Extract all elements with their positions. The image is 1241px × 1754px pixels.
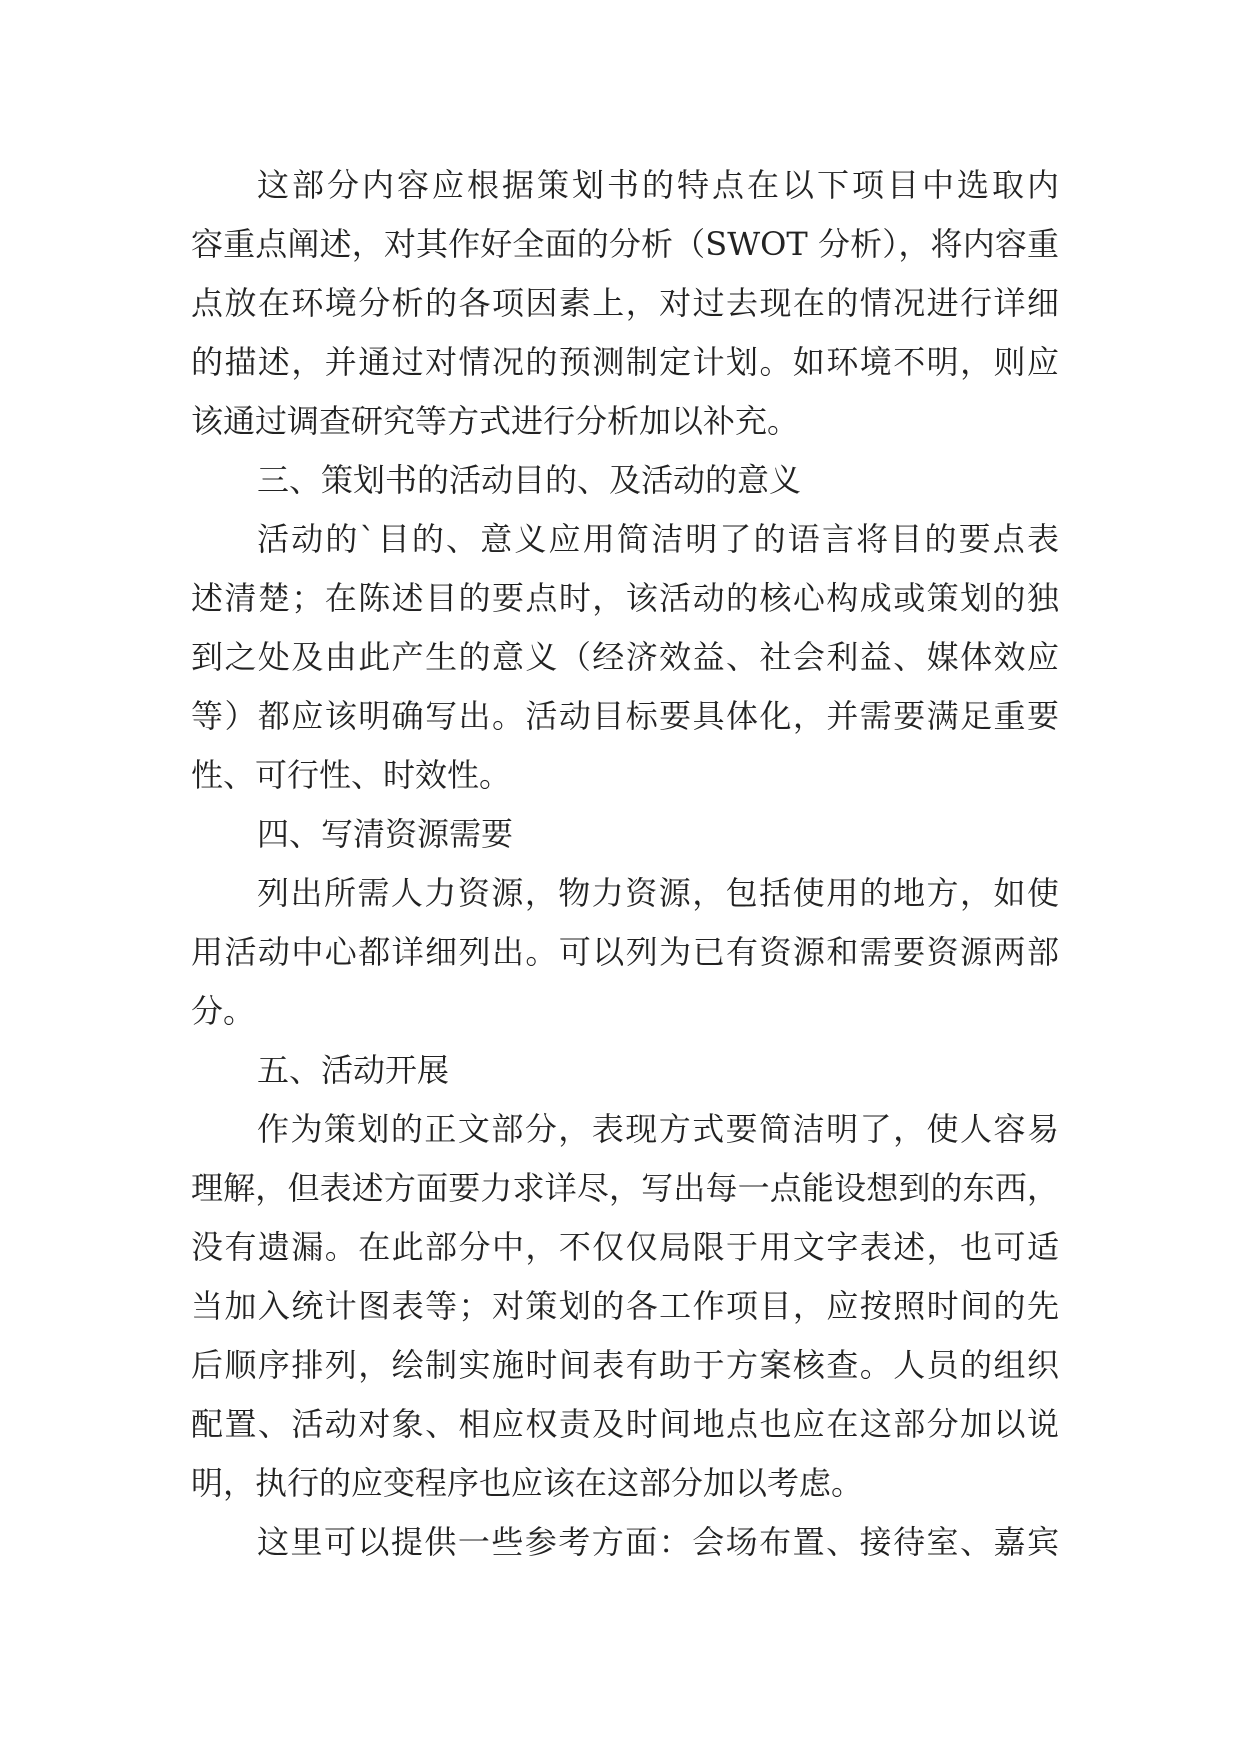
paragraph-line: 理解，但表述方面要力求详尽，写出每一点能设想到的东西， [191, 1169, 1059, 1207]
paragraph-line: 这部分内容应根据策划书的特点在以下项目中选取内 [257, 166, 1059, 204]
paragraph-line: 列出所需人力资源，物力资源，包括使用的地方，如使 [257, 874, 1059, 912]
section-heading: 五、活动开展 [257, 1051, 450, 1089]
paragraph-line: 作为策划的正文部分，表现方式要简洁明了，使人容易 [257, 1110, 1059, 1148]
paragraph-line: 等）都应该明确写出。活动目标要具体化，并需要满足重要 [191, 697, 1059, 735]
paragraph-line: 用活动中心都详细列出。可以列为已有资源和需要资源两部 [191, 933, 1059, 971]
paragraph-line: 没有遗漏。在此部分中，不仅仅局限于用文字表述，也可适 [191, 1228, 1059, 1266]
paragraph-line: 这里可以提供一些参考方面：会场布置、接待室、嘉宾 [257, 1523, 1059, 1561]
paragraph-line: 的描述，并通过对情况的预测制定计划。如环境不明，则应 [191, 343, 1059, 381]
paragraph-line: 后顺序排列，绘制实施时间表有助于方案核查。人员的组织 [191, 1346, 1059, 1384]
paragraph-line: 到之处及由此产生的意义（经济效益、社会利益、媒体效应 [191, 638, 1059, 676]
paragraph-line: 当加入统计图表等；对策划的各工作项目，应按照时间的先 [191, 1287, 1059, 1325]
paragraph-line: 分。 [191, 992, 256, 1030]
paragraph-line: 点放在环境分析的各项因素上，对过去现在的情况进行详细 [191, 284, 1059, 322]
paragraph-line: 配置、活动对象、相应权责及时间地点也应在这部分加以说 [191, 1405, 1059, 1443]
paragraph-line: 容重点阐述，对其作好全面的分析（SWOT 分析），将内容重 [191, 225, 1059, 263]
paragraph-line: 该通过调查研究等方式进行分析加以补充。 [191, 402, 800, 440]
paragraph-line: 述清楚；在陈述目的要点时，该活动的核心构成或策划的独 [191, 579, 1059, 617]
section-heading: 三、策划书的活动目的、及活动的意义 [257, 461, 802, 499]
paragraph-line: 明，执行的应变程序也应该在这部分加以考虑。 [191, 1464, 864, 1502]
paragraph-line: 活动的`目的、意义应用简洁明了的语言将目的要点表 [257, 520, 1059, 558]
paragraph-line: 性、可行性、时效性。 [191, 756, 512, 794]
section-heading: 四、写清资源需要 [257, 815, 514, 853]
